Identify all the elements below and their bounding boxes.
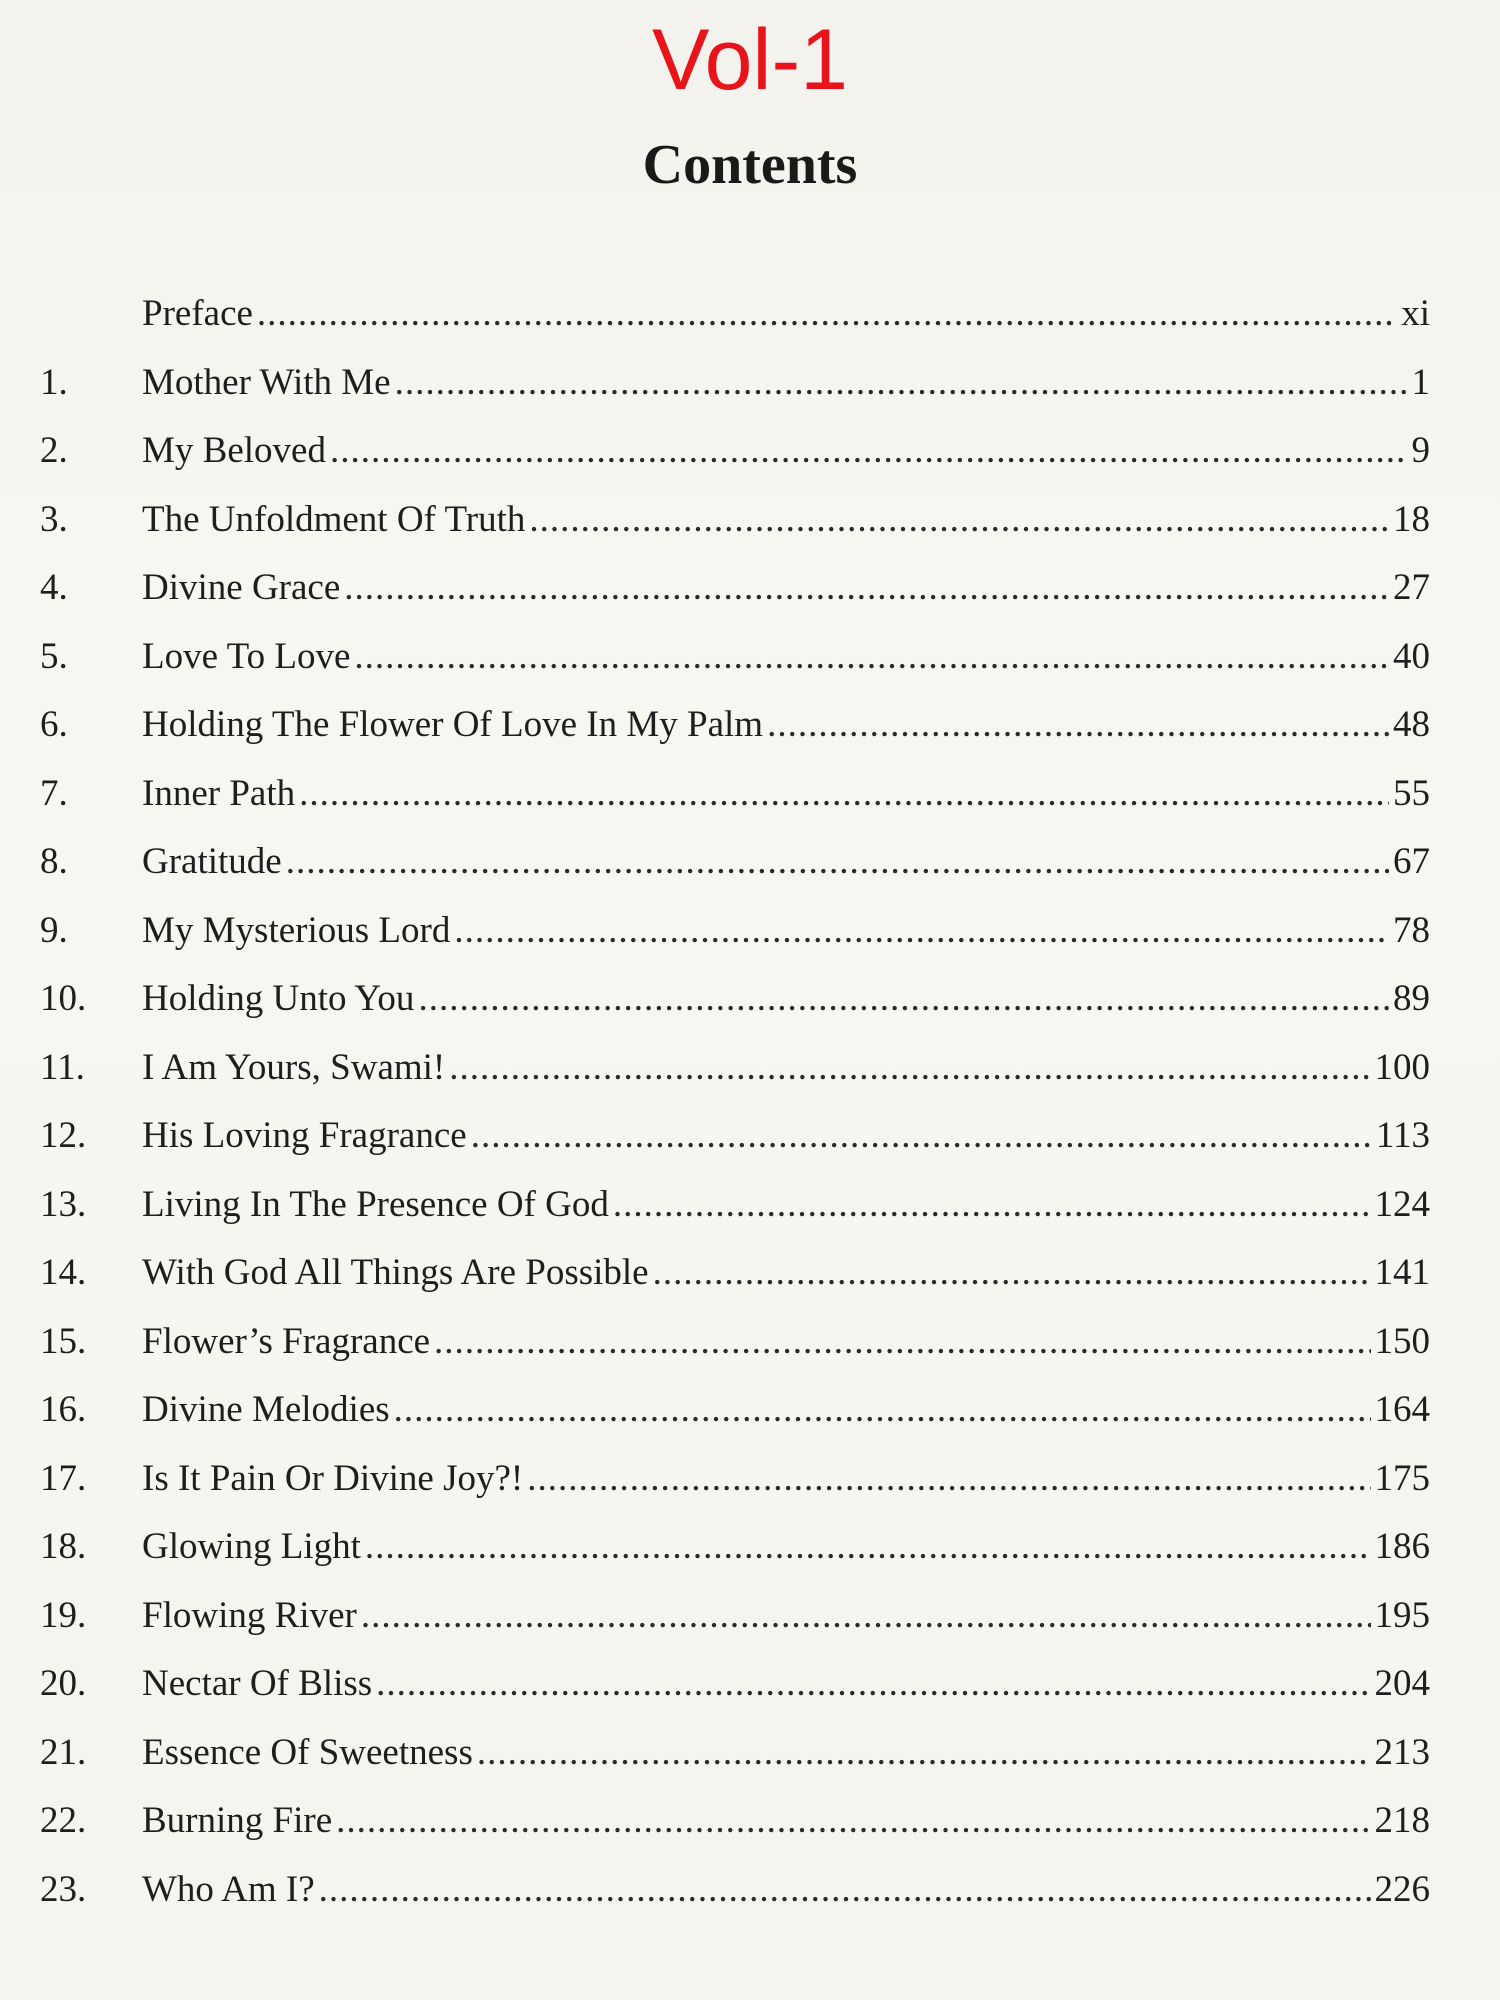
toc-entry[interactable] <box>0 1513 1500 1582</box>
toc-entry-page: 186 <box>1374 1526 1430 1567</box>
dot-leader <box>361 1582 1371 1650</box>
toc-entry-line <box>142 1513 1430 1581</box>
dot-leader <box>395 349 1408 417</box>
toc-entry-line <box>142 1239 1430 1307</box>
toc-entry-number: 3. <box>40 498 68 540</box>
toc-entry-number: 1. <box>40 361 68 403</box>
toc-entry-number: 15. <box>40 1320 87 1362</box>
toc-entry-line <box>142 417 1430 485</box>
toc-entry-number: 6. <box>40 704 68 745</box>
dot-leader <box>330 417 1408 485</box>
toc-entry-title: Nectar Of Bliss <box>142 1663 373 1704</box>
toc-entry[interactable] <box>0 280 1500 349</box>
toc-entry-number: 11. <box>40 1046 85 1088</box>
toc-entry[interactable] <box>0 349 1500 418</box>
toc-entry[interactable] <box>0 1787 1500 1856</box>
toc-entry-number: 7. <box>40 772 68 814</box>
toc-entry-number: 18. <box>40 1526 87 1567</box>
toc-entry-page: 67 <box>1393 841 1430 882</box>
toc-entry-number: 20. <box>40 1663 87 1704</box>
toc-entry-page: 218 <box>1374 1800 1430 1841</box>
toc-entry[interactable] <box>0 623 1500 692</box>
table-of-contents <box>0 280 1500 1924</box>
toc-entry[interactable] <box>0 1582 1500 1651</box>
toc-entry-page: 89 <box>1393 978 1430 1019</box>
dot-leader <box>418 965 1389 1033</box>
toc-entry-title: Essence Of Sweetness <box>142 1731 473 1773</box>
toc-entry-page: 100 <box>1374 1046 1430 1088</box>
toc-entry-line <box>142 1582 1430 1650</box>
dot-leader <box>336 1787 1370 1855</box>
dot-leader <box>344 554 1389 622</box>
toc-entry-page: 141 <box>1374 1252 1430 1293</box>
toc-entry-title: Holding The Flower Of Love In My Palm <box>142 704 764 745</box>
toc-entry[interactable] <box>0 760 1500 829</box>
toc-entry-title: Mother With Me <box>142 361 391 403</box>
toc-entry[interactable] <box>0 897 1500 966</box>
dot-leader <box>449 1034 1370 1102</box>
toc-entry[interactable] <box>0 1034 1500 1103</box>
toc-entry-line <box>142 1650 1430 1718</box>
toc-entry-title: Holding Unto You <box>142 978 415 1019</box>
toc-entry-page: 78 <box>1393 909 1430 951</box>
dot-leader <box>299 760 1389 828</box>
toc-entry-number: 2. <box>40 430 68 471</box>
toc-entry[interactable] <box>0 1308 1500 1377</box>
toc-entry-number: 21. <box>40 1731 87 1773</box>
dot-leader <box>767 691 1389 759</box>
toc-entry-page: 27 <box>1393 567 1430 608</box>
toc-entry[interactable] <box>0 1445 1500 1514</box>
toc-entry-title: Divine Grace <box>142 567 341 608</box>
toc-entry-page: 226 <box>1374 1868 1430 1910</box>
toc-entry-number: 13. <box>40 1183 87 1225</box>
toc-entry-number: 4. <box>40 567 68 608</box>
toc-entry-page: 55 <box>1393 772 1430 814</box>
toc-entry-page: 9 <box>1411 430 1430 471</box>
dot-leader <box>257 280 1397 348</box>
toc-entry-title: My Mysterious Lord <box>142 909 451 951</box>
toc-entry-title: Is It Pain Or Divine Joy?! <box>142 1457 524 1499</box>
toc-entry-line <box>142 1376 1430 1444</box>
toc-entry-page: 124 <box>1374 1183 1430 1225</box>
dot-leader <box>529 486 1389 554</box>
dot-leader <box>613 1171 1371 1239</box>
toc-entry-title: Preface <box>142 293 253 334</box>
toc-entry[interactable] <box>0 1376 1500 1445</box>
toc-entry-line <box>142 897 1430 965</box>
toc-entry-title: Flowing River <box>142 1594 357 1636</box>
dot-leader <box>286 828 1389 896</box>
toc-entry-line <box>142 486 1430 554</box>
toc-entry-number: 12. <box>40 1115 87 1156</box>
toc-entry[interactable] <box>0 1856 1500 1925</box>
toc-entry-number: 17. <box>40 1457 87 1499</box>
toc-entry-title: Who Am I? <box>142 1868 315 1910</box>
dot-leader <box>471 1102 1372 1170</box>
toc-entry-page: 164 <box>1374 1389 1430 1430</box>
toc-entry[interactable] <box>0 1719 1500 1788</box>
toc-entry-line <box>142 965 1430 1033</box>
toc-entry-line <box>142 623 1430 691</box>
dot-leader <box>354 623 1389 691</box>
toc-entry-title: I Am Yours, Swami! <box>142 1046 446 1088</box>
toc-entry-line <box>142 828 1430 896</box>
toc-entry-title: Flower’s Fragrance <box>142 1320 431 1362</box>
dot-leader <box>434 1308 1370 1376</box>
toc-entry-line <box>142 1034 1430 1102</box>
volume-label: Vol-1 <box>651 12 849 108</box>
toc-entry[interactable] <box>0 1650 1500 1719</box>
toc-entry-line <box>142 1102 1430 1170</box>
toc-entry-line <box>142 349 1430 417</box>
toc-entry-title: Burning Fire <box>142 1800 333 1841</box>
dot-leader <box>454 897 1389 965</box>
dot-leader <box>394 1376 1371 1444</box>
toc-entry-line <box>142 760 1430 828</box>
dot-leader <box>376 1650 1370 1718</box>
toc-entry-page: xi <box>1401 293 1430 334</box>
toc-entry-number: 16. <box>40 1389 87 1430</box>
toc-entry[interactable] <box>0 1239 1500 1308</box>
toc-entry-page: 204 <box>1374 1663 1430 1704</box>
toc-entry-page: 113 <box>1375 1115 1430 1156</box>
toc-entry-line <box>142 280 1430 348</box>
toc-entry-line <box>142 691 1430 759</box>
page-title: Contents <box>642 134 858 196</box>
toc-entry-title: Living In The Presence Of God <box>142 1183 609 1225</box>
toc-entry-title: With God All Things Are Possible <box>142 1252 649 1293</box>
toc-entry-title: Gratitude <box>142 841 282 882</box>
toc-entry[interactable] <box>0 1102 1500 1171</box>
toc-entry-number: 10. <box>40 978 87 1019</box>
toc-entry-page: 195 <box>1374 1594 1430 1636</box>
toc-entry-title: Inner Path <box>142 772 296 814</box>
toc-entry-page: 213 <box>1374 1731 1430 1773</box>
dot-leader <box>653 1239 1371 1307</box>
toc-entry[interactable] <box>0 554 1500 623</box>
toc-entry-number: 22. <box>40 1800 87 1841</box>
toc-entry-number: 8. <box>40 841 68 882</box>
toc-entry-page: 150 <box>1374 1320 1430 1362</box>
toc-entry-page: 1 <box>1411 361 1430 403</box>
toc-entry-number: 19. <box>40 1594 87 1636</box>
toc-entry-line <box>142 1787 1430 1855</box>
toc-entry-line <box>142 1856 1430 1924</box>
toc-entry[interactable] <box>0 965 1500 1034</box>
dot-leader <box>527 1445 1370 1513</box>
toc-entry-line <box>142 1719 1430 1787</box>
toc-entry-page: 48 <box>1393 704 1430 745</box>
toc-entry-title: Love To Love <box>142 635 351 677</box>
toc-entry-title: Divine Melodies <box>142 1389 390 1430</box>
toc-entry-line <box>142 1445 1430 1513</box>
toc-entry[interactable] <box>0 1171 1500 1240</box>
toc-entry-page: 40 <box>1393 635 1430 677</box>
toc-entry-number: 14. <box>40 1252 87 1293</box>
toc-entry-page: 175 <box>1374 1457 1430 1499</box>
dot-leader <box>477 1719 1371 1787</box>
toc-entry-line <box>142 1171 1430 1239</box>
toc-entry-number: 23. <box>40 1868 87 1910</box>
toc-entry-title: His Loving Fragrance <box>142 1115 467 1156</box>
toc-entry[interactable] <box>0 828 1500 897</box>
toc-entry-page: 18 <box>1393 498 1430 540</box>
toc-entry[interactable] <box>0 486 1500 555</box>
dot-leader <box>365 1513 1371 1581</box>
toc-entry-line <box>142 1308 1430 1376</box>
toc-entry[interactable] <box>0 691 1500 760</box>
toc-entry-number: 5. <box>40 635 68 677</box>
dot-leader <box>319 1856 1371 1924</box>
toc-entry[interactable] <box>0 417 1500 486</box>
toc-entry-number: 9. <box>40 909 68 951</box>
toc-entry-title: My Beloved <box>142 430 326 471</box>
toc-entry-line <box>142 554 1430 622</box>
toc-entry-title: The Unfoldment Of Truth <box>142 498 526 540</box>
toc-entry-title: Glowing Light <box>142 1526 361 1567</box>
